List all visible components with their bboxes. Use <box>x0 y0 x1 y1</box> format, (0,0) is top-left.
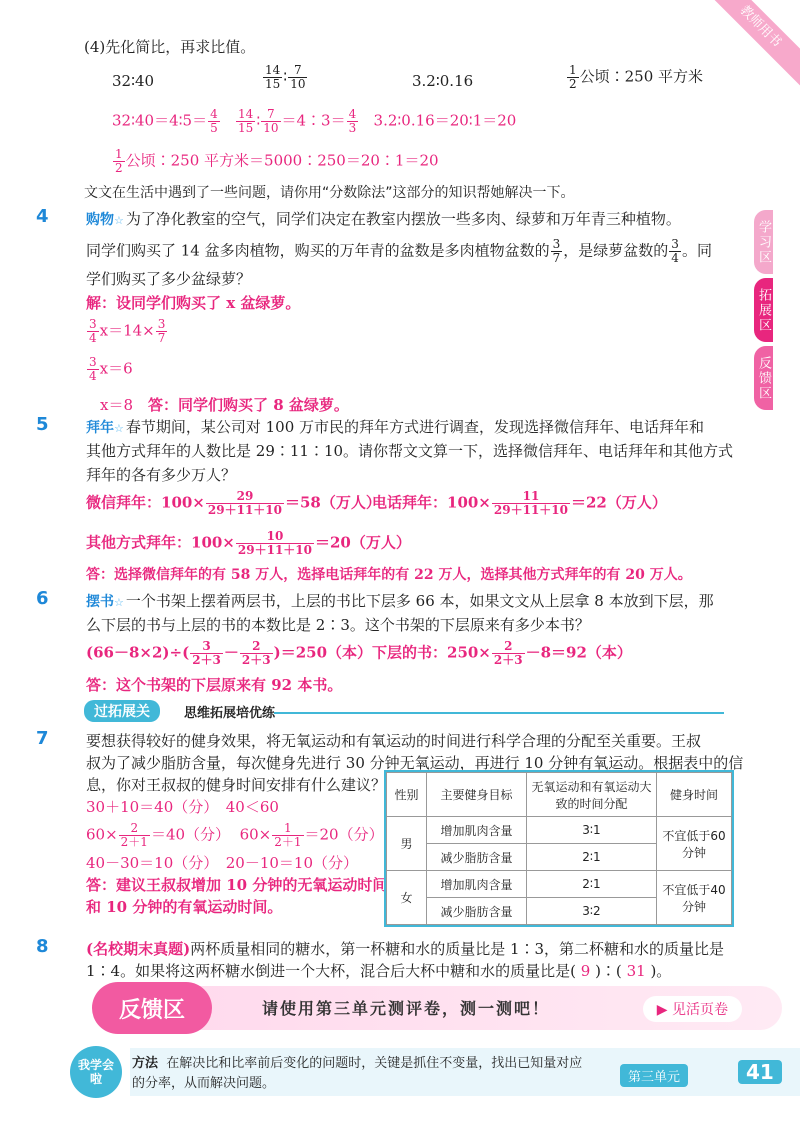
q7-work3: 40－30＝10（分） 20－10＝10（分） <box>86 854 359 872</box>
table-cell: 男 <box>387 817 427 871</box>
q6-line1: 摆书☆ 一个书架上摆着两层书，上层的书比下层多 66 本，如果文文从上层拿 8 本放到下层，那 <box>86 590 714 614</box>
q5-tag: 拜年☆ <box>86 420 124 436</box>
method-label: 方法 <box>132 1056 159 1071</box>
q5-line3: 拜年的各有多少万人？ <box>86 466 237 484</box>
fitness-table <box>386 772 732 925</box>
table-row <box>387 817 732 844</box>
table-cell: 2∶1 <box>527 844 657 871</box>
table-header: 无氧运动和有氧运动大致的时间分配 <box>527 773 657 817</box>
q4-eq3: x＝8 <box>100 396 134 414</box>
corner-ribbon <box>701 0 800 86</box>
q7-work1: 30＋10＝40（分） 40＜60 <box>86 798 279 816</box>
q6-tag: 摆书☆ <box>86 594 124 610</box>
q5-other: 其他方式拜年：100× $\frac{10}{29+11+10}$ ＝20（万人） <box>86 529 411 557</box>
table-cell: 不宜低于40分钟 <box>657 871 732 925</box>
intro-text: 文文在生活中遇到了一些问题，请你用“分数除法”这部分的知识帮她解决一下。 <box>84 185 575 201</box>
q4-answer: 答：同学们购买了 8 盆绿萝。 <box>148 396 349 414</box>
footer-badge: 我学会啦 <box>70 1046 122 1098</box>
see-worksheet-button[interactable]: ▶ 见活页卷 <box>643 996 742 1022</box>
q5-phone: 电话拜年：100× $\frac{11}{29+11+10}$ ＝22（万人） <box>372 489 667 517</box>
table-cell: 女 <box>387 871 427 925</box>
feedback-banner <box>92 986 782 1030</box>
table-cell: 不宜低于60分钟 <box>657 817 732 871</box>
q5-answer: 答：选择微信拜年的有 58 万人，选择电话拜年的有 22 万人，选择其他方式拜年的有 20 万人。 <box>86 567 692 583</box>
footer-method: 方法 在解决比和比率前后变化的问题时，关键是抓住不变量，找出已知量对应 <box>132 1056 583 1071</box>
star-icon: ☆ <box>114 214 124 227</box>
star-icon: ☆ <box>114 596 124 609</box>
section-header <box>84 700 734 722</box>
table-header: 主要健身目标 <box>427 773 527 817</box>
tab-feedback[interactable]: 反馈区 <box>754 346 773 410</box>
banner-title: 反馈区 <box>92 982 212 1034</box>
part4-answer-line2: $\frac{1}{2}$ 公顷∶250 平方米＝5000∶250＝20∶1＝20 <box>115 147 439 175</box>
q4-line3: 学们购买了多少盆绿萝？ <box>86 270 252 288</box>
play-icon: ▶ <box>656 1002 672 1018</box>
tab-extend[interactable]: 拓展区 <box>754 278 773 342</box>
q4-tag: 购物☆ <box>86 212 124 228</box>
q7-line1: 要想获得较好的健身效果，将无氧运动和有氧运动的时间进行科学合理的分配至关重要。王叔 <box>86 732 702 750</box>
table-cell: 增加肌肉含量 <box>427 817 527 844</box>
section-badge: 过拓展关 <box>84 700 160 722</box>
q6-expr2: 下层的书：250× $\frac{2}{2+3}$ －8＝92（本） <box>372 639 632 667</box>
q5-wechat: 微信拜年：100× $\frac{29}{29+11+10}$ ＝58（万人） <box>86 489 381 517</box>
part4-item-4: $\frac{1}{2}$ 公顷∶250 平方米 <box>569 63 704 91</box>
table-cell: 2∶1 <box>527 871 657 898</box>
q7-line3: 息，你对王叔叔的健身时间安排有什么建议？ <box>86 776 387 794</box>
table-header-row <box>387 773 732 817</box>
q4-solution: 解：设同学们购买了 x 盆绿萝。 <box>86 294 301 312</box>
q4-line2: 同学们购买了 14 盆多肉植物，购买的万年青的盆数是多肉植物盆数的 $\frac{3}{7}$ ，是绿萝盆数的 $\frac{3}{4}$ 。同 <box>86 237 712 265</box>
q8-line2: 1∶4。如果将这两杯糖水倒进一个大杯，混合后大杯中糖和水的质量比是( 9 )∶( 31 )。 <box>86 962 672 980</box>
table-header: 健身时间 <box>657 773 732 817</box>
q7-answer-2: 和 10 分钟的有氧运动时间。 <box>86 898 283 916</box>
q7-line2: 叔为了减少脂肪含量，每次健身先进行 30 分钟无氧运动，再进行 10 分钟有氧运动。根据表中的信 <box>86 754 744 772</box>
footer-method-2: 的分率，从而解决问题。 <box>132 1076 276 1091</box>
table-cell: 增加肌肉含量 <box>427 871 527 898</box>
q7-work2: 60× $\frac{2}{2+1}$ ＝40（分） 60× $\frac{1}{2+1}$ ＝20（分） <box>86 821 384 849</box>
q6-line2: 么下层的书与上层的书的本数比是 2∶3。这个书架的下层原来有多少本书？ <box>86 616 590 634</box>
table-cell: 减少脂肪含量 <box>427 844 527 871</box>
q5-line1: 拜年☆ 春节期间，某公司对 100 万市民的拜年方式进行调查，发现选择微信拜年、电话拜年和 <box>86 416 704 440</box>
q4-eq1: $\frac{3}{4}$ x＝14× $\frac{3}{7}$ <box>89 317 166 345</box>
table-cell: 3∶1 <box>527 817 657 844</box>
part4-item-1: 32∶40 <box>112 72 155 90</box>
section-rule <box>274 712 724 714</box>
q7-number: 7 <box>36 728 49 749</box>
q8-line1: (名校期末真题)两杯质量相同的糖水，第一杯糖和水的质量比是 1∶3，第二杯糖和水的质量比是 <box>86 940 725 958</box>
q8-number: 8 <box>36 936 49 957</box>
part4-item-3: 3.2∶0.16 <box>412 72 474 90</box>
part4-label: (4)先化简比，再求比值。 <box>84 38 256 56</box>
q5-number: 5 <box>36 414 49 435</box>
unit-label: 第三单元 <box>620 1064 688 1087</box>
table-cell: 3∶2 <box>527 898 657 925</box>
q4-number: 4 <box>36 206 49 227</box>
star-icon: ☆ <box>114 422 124 435</box>
tab-study[interactable]: 学习区 <box>754 210 773 274</box>
corner-label: 教师用书 <box>736 2 785 51</box>
q5-line2: 其他方式拜年的人数比是 29∶11∶10。请你帮文文算一下，选择微信拜年、电话拜年和其他方式 <box>86 442 734 460</box>
part4-item-2: $\frac{14}{15}$ ∶ $\frac{7}{10}$ <box>265 63 306 91</box>
table-cell: 减少脂肪含量 <box>427 898 527 925</box>
table-row <box>387 871 732 898</box>
q4-eq2: $\frac{3}{4}$ x＝6 <box>89 355 133 383</box>
q7-answer-1: 答：建议王叔叔增加 10 分钟的无氧运动时间 <box>86 876 388 894</box>
q6-expr1: (66－8×2)÷( $\frac{3}{2+3}$ － $\frac{2}{2+3}$ )＝250（本） <box>86 639 373 667</box>
banner-text: 请使用第三单元测评卷，测一测吧！ <box>262 999 551 1018</box>
page-number: 41 <box>738 1060 782 1084</box>
q4-line1: 购物☆ 为了净化教室的空气，同学们决定在教室内摆放一些多肉、绿萝和万年青三种植物。 <box>86 208 681 232</box>
table-header: 性别 <box>387 773 427 817</box>
q6-number: 6 <box>36 588 49 609</box>
q6-answer: 答：这个书架的下层原来有 92 本书。 <box>86 676 343 694</box>
section-title: 思维拓展培优练 <box>184 706 276 721</box>
part4-answer-line1: 32∶40＝4∶5＝ $\frac{4}{5}$ $\frac{14}{15}$ ∶ $\frac{7}{10}$ ＝4∶3＝ $\frac{4}{3}$ 3.2∶0.16＝20∶1＝20 <box>112 107 517 135</box>
side-tabs <box>754 210 800 414</box>
